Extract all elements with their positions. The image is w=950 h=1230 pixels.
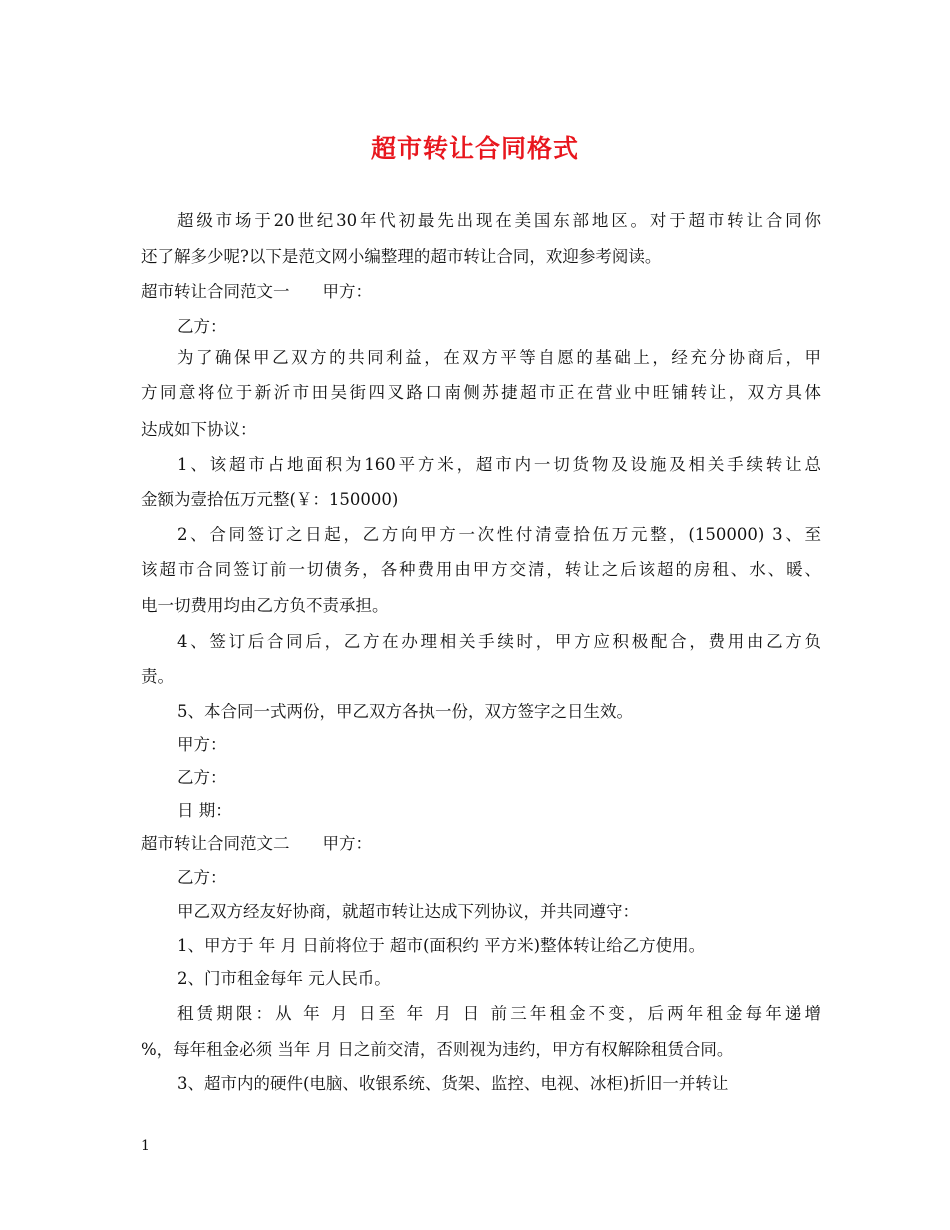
document-title: 超市转让合同格式 — [370, 134, 579, 163]
signature-line: 甲方： — [177, 735, 227, 754]
body-line: 5、本合同一式两份，甲乙双方各执一份，双方签字之日生效。 — [177, 702, 633, 721]
body-line: 乙方： — [177, 317, 227, 336]
date-line: 日 期： — [177, 801, 232, 820]
body-line: 1、甲方于 年 月 日前将位于 超市(面积约 平方米)整体转让给乙方使用。 — [177, 936, 706, 955]
body-line: 乙方： — [177, 868, 227, 887]
section-heading-line: 超市转让合同范文一 甲方： — [141, 282, 372, 301]
section-heading-line: 超市转让合同范文二 甲方： — [141, 834, 372, 853]
body-line: 责。 — [141, 667, 174, 686]
body-line: 金额为壹拾伍万元整(￥：150000) — [141, 490, 399, 509]
body-line: %，每年租金必须 当年 月 日之前交清，否则视为违约，甲方有权解除租赁合同。 — [141, 1040, 734, 1059]
page-number: 1 — [141, 1138, 150, 1154]
body-line: 电一切费用均由乙方负不责承担。 — [141, 596, 389, 615]
body-line: 3、超市内的硬件(电脑、收银系统、货架、监控、电视、冰柜)折旧一并转让 — [177, 1074, 729, 1093]
body-line: 方同意将位于新沂市田吴街四叉路口南侧苏捷超市正在营业中旺铺转让，双方具体 — [141, 383, 821, 402]
signature-line: 乙方： — [177, 768, 227, 787]
body-line: 1、该超市占地面积为160平方米，超市内一切货物及设施及相关手续转让总 — [177, 455, 821, 474]
body-line: 2、门市租金每年 元人民币。 — [177, 969, 391, 988]
body-line: 达成如下协议： — [141, 420, 257, 439]
body-line: 该超市合同签订前一切债务，各种费用由甲方交清，转让之后该超的房租、水、暖、 — [141, 560, 821, 579]
body-line: 2、合同签订之日起，乙方向甲方一次性付清壹拾伍万元整，(150000) 3、至 — [177, 525, 821, 544]
body-line: 甲乙双方经友好协商，就超市转让达成下列协议，并共同遵守： — [177, 902, 639, 921]
body-line: 4、签订后合同后，乙方在办理相关手续时，甲方应积极配合，费用由乙方负 — [177, 632, 821, 651]
body-line: 超级市场于20世纪30年代初最先出现在美国东部地区。对于超市转让合同你 — [177, 211, 821, 230]
body-line: 还了解多少呢?以下是范文网小编整理的超市转让合同，欢迎参考阅读。 — [141, 247, 662, 266]
body-line: 租赁期限：从 年 月 日至 年 月 日 前三年租金不变，后两年租金每年递增 — [177, 1004, 821, 1023]
body-line: 为了确保甲乙双方的共同利益，在双方平等自愿的基础上，经充分协商后，甲 — [177, 348, 821, 367]
